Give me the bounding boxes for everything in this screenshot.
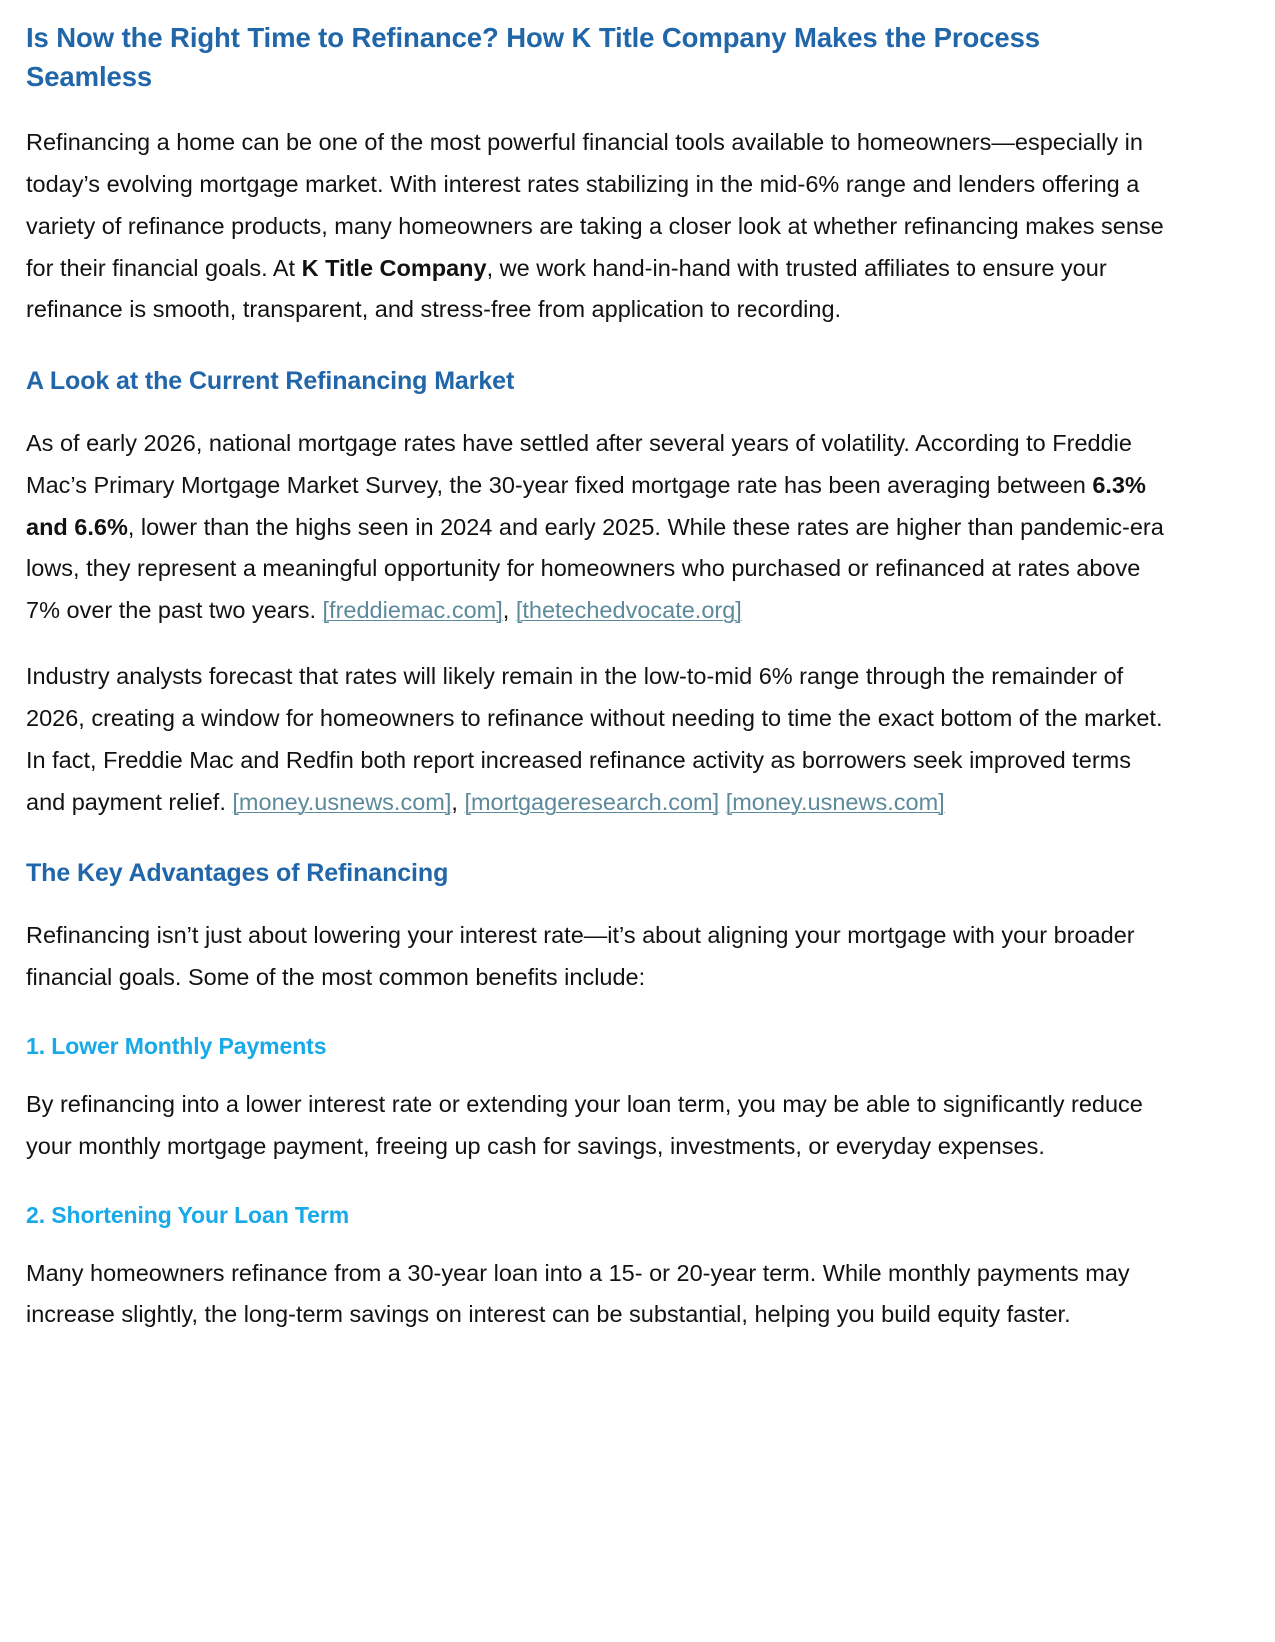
advantages-intro-paragraph: Refinancing isn’t just about lowering your interest rate—it’s about aligning your mortgage with your broader financial goals. Some of the most common benefits include: (26, 922, 1135, 991)
citation-separator: , (502, 597, 516, 624)
citation-link-freddiemac[interactable]: [freddiemac.com] (322, 597, 503, 624)
page-title: Is Now the Right Time to Refinance? How K Title Company Makes the Process Seamless (26, 22, 1040, 93)
citation-link-money-usnews-2[interactable]: [money.usnews.com] (725, 788, 945, 815)
citation-separator: , (451, 788, 465, 815)
rate-range-bold: 6.3% and 6.6% (26, 471, 1146, 540)
company-name-bold: K Title Company (301, 254, 487, 281)
intro-paragraph (26, 122, 1175, 331)
citation-link-mortgageresearch[interactable]: [mortgageresearch.com] (464, 788, 720, 815)
market-p1-part1: As of early 2026, national mortgage rates have settled after several years of volatility. According to Freddie Mac’s Primary Mortgage Market Survey, the 30-year fixed mortgage rate has been averaging between (26, 429, 1132, 498)
market-p2-part1: Industry analysts forecast that rates will likely remain in the low-to-mid 6% range through the remainder of 2026, creating a window for homeowners to refinance without needing to time the exact bottom of the market. In fact, Freddie Mac and Redfin both report increased refinance activity as borrowers seek improved terms and payment relief. (26, 663, 1163, 815)
advantage-body-shortening-loan-term: Many homeowners refinance from a 30-year loan into a 15- or 20-year term. While monthly payments may increase slightly, the long-term savings on interest can be substantial, helping you build equity faster. (26, 1259, 1130, 1328)
intro-text-part2: , we work hand-in-hand with trusted affiliates to ensure your refinance is smooth, transparent, and stress-free from application to recording. (26, 254, 1107, 323)
sub-heading-shortening-loan-term: 2. Shortening Your Loan Term (26, 1201, 350, 1228)
intro-text-part1: Refinancing a home can be one of the most powerful financial tools available to homeowners—especially in today’s evolving mortgage market. With interest rates stabilizing in the mid-6% range and lenders offering a variety of refinance products, many homeowners are taking a closer look at whether refinancing makes sense for their financial goals. At (26, 129, 1164, 281)
citation-link-money-usnews-1[interactable]: [money.usnews.com] (232, 788, 452, 815)
market-paragraph-1 (26, 423, 1175, 632)
section-heading-market: A Look at the Current Refinancing Market (26, 367, 515, 396)
section-heading-advantages: The Key Advantages of Refinancing (26, 859, 449, 888)
citation-link-thetechedvocate[interactable]: [thetechedvocate.org] (515, 597, 742, 624)
sub-heading-lower-monthly-payments: 1. Lower Monthly Payments (26, 1032, 327, 1059)
advantage-body-lower-monthly-payments: By refinancing into a lower interest rate or extending your loan term, you may be able to significantly reduce your monthly mortgage payment, freeing up cash for savings, investments, or everyday expenses. (26, 1090, 1143, 1159)
market-paragraph-2 (26, 656, 1175, 823)
market-p1-part2: , lower than the highs seen in 2024 and early 2025. While these rates are higher than pandemic-era lows, they represent a meaningful opportunity for homeowners who purchased or refinanced at rates above 7% over the past two years. (26, 513, 1164, 624)
